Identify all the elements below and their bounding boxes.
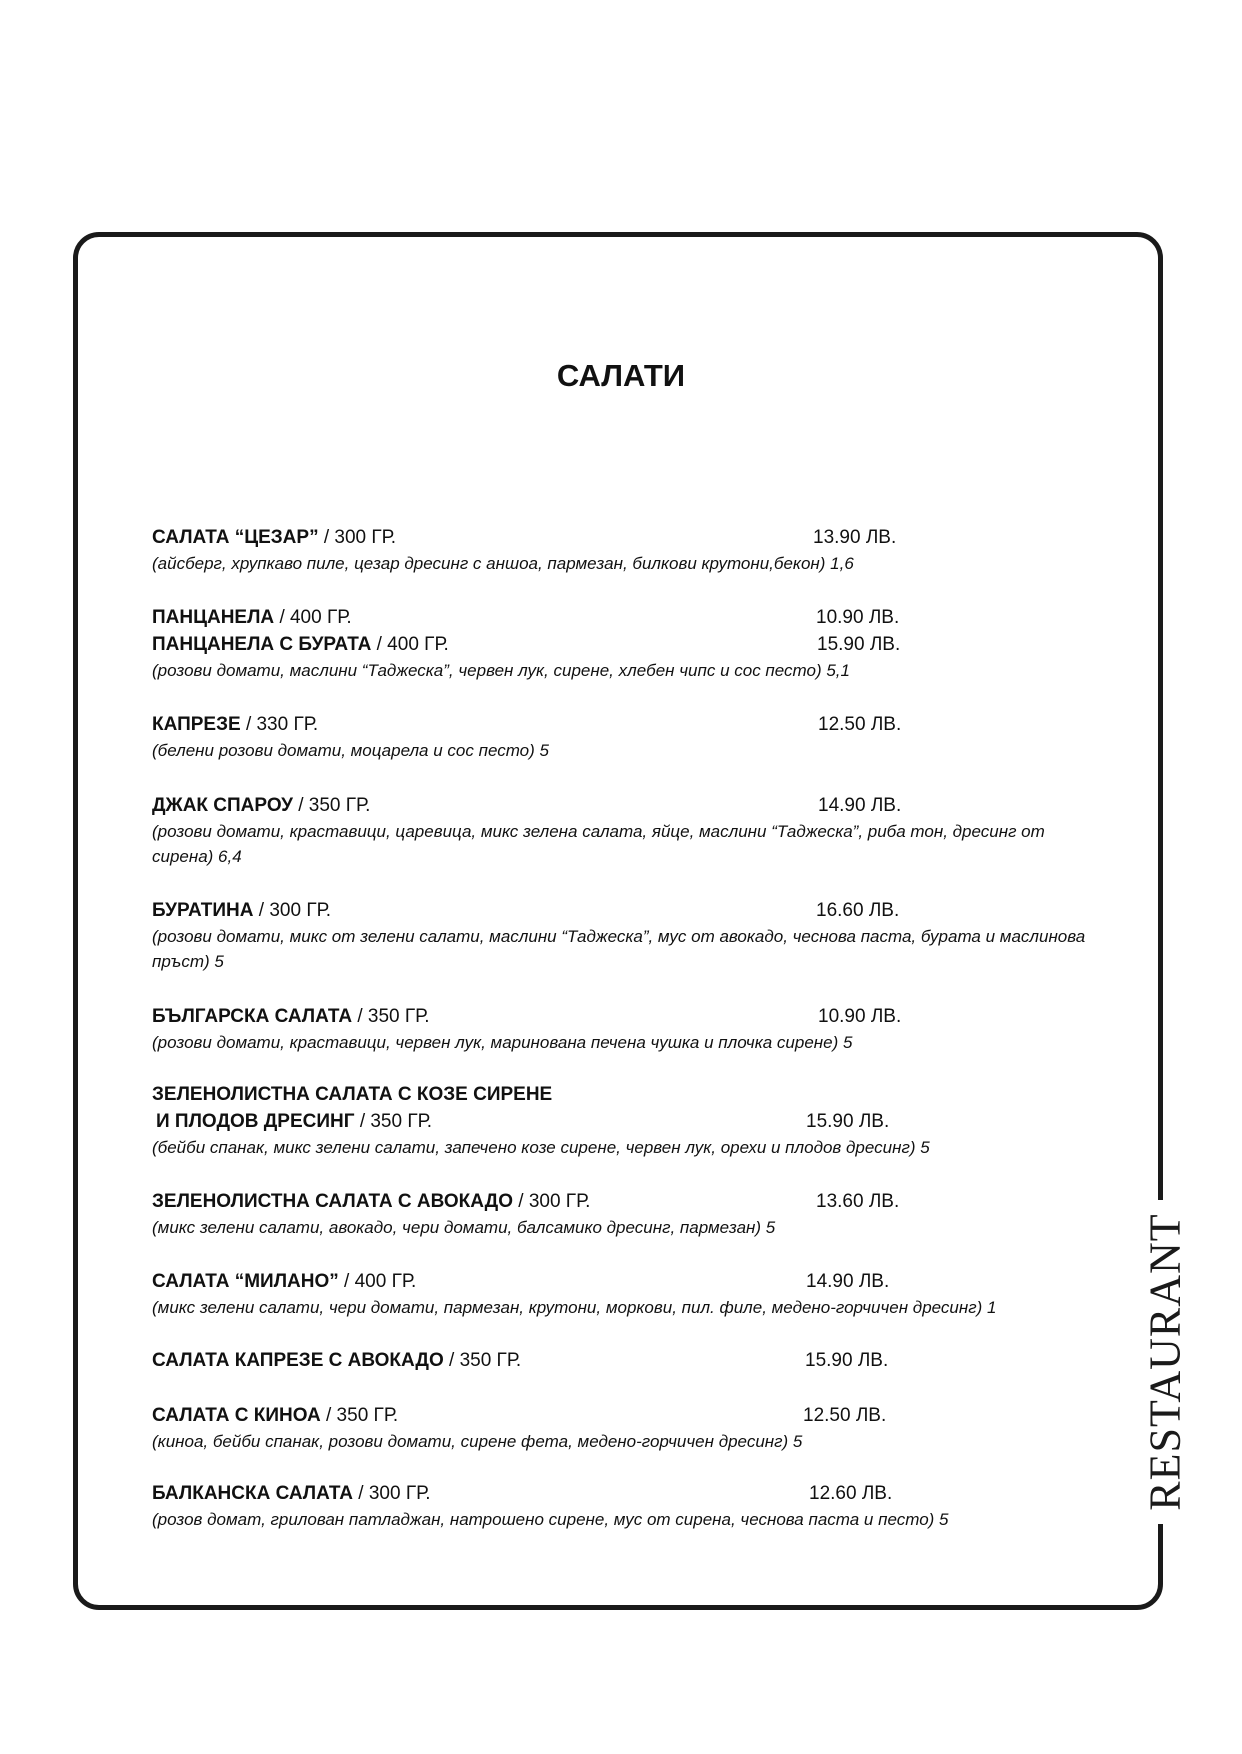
item-price: 12.60 ЛВ. <box>809 1483 893 1504</box>
item-weight: / 350 ГР. <box>326 1405 399 1426</box>
menu-item-caesar <box>152 524 1092 576</box>
item-weight: / 330 ГР. <box>245 714 319 735</box>
item-description: (розови домати, микс от зелени салати, маслини “Таджеска”, мус от авокадо, чеснова паста, бурата и маслинова пръст) 5 <box>152 927 1086 971</box>
item-description: (киноа, бейби спанак, розови домати, сирене фета, медено-горчичен дресинг) 5 <box>152 1432 803 1451</box>
page-title: САЛАТИ <box>556 358 686 393</box>
item-description: (микс зелени салати, авокадо, чери домати, балсамико дресинг, пармезан) 5 <box>152 1218 776 1237</box>
menu-item-caprese <box>152 711 1092 763</box>
item-name: ПАНЦАНЕЛА <box>152 607 275 628</box>
item-description: (розов домат, грилован патладжан, натрошено сирене, мус от сирена, чеснова паста и песто) 5 <box>152 1510 949 1529</box>
item-name: САЛАТА КАПРЕЗЕ С АВОКАДО <box>152 1350 444 1371</box>
item-price: 12.50 ЛВ. <box>818 714 902 735</box>
item-description: (белени розови домати, моцарела и сос песто) 5 <box>152 741 549 760</box>
item-description: (розови домати, краставици, червен лук, маринована печена чушка и плочка сирене) 5 <box>152 1033 853 1052</box>
item-name: БЪЛГАРСКА САЛАТА <box>152 1006 353 1027</box>
item-name: БУРАТИНА <box>152 900 254 921</box>
item-name: САЛАТА “МИЛАНО” <box>152 1271 339 1292</box>
item-weight: / 350 ГР. <box>357 1006 430 1027</box>
item-price: 13.90 ЛВ. <box>813 527 897 548</box>
item-price: 14.90 ЛВ. <box>818 795 902 816</box>
item-weight-burrata: / 400 ГР. <box>376 634 449 655</box>
menu-item-milano <box>152 1268 1092 1320</box>
restaurant-side-label: RESTAURANT <box>1140 1213 1190 1511</box>
menu-item-panzanella <box>152 604 1092 683</box>
menu-item-bulgarian <box>152 1003 1092 1055</box>
menu-item-balkan <box>152 1480 1092 1532</box>
item-weight: / 300 ГР. <box>258 900 331 921</box>
item-price: 15.90 ЛВ. <box>806 1111 890 1132</box>
item-name: ЗЕЛЕНОЛИСТНА САЛАТА С АВОКАДО <box>152 1191 513 1212</box>
item-name-line1: ЗЕЛЕНОЛИСТНА САЛАТА С КОЗЕ СИРЕНЕ <box>152 1084 553 1105</box>
item-name: САЛАТА “ЦЕЗАР” <box>152 527 319 548</box>
menu-item-avocado-green <box>152 1188 1092 1240</box>
item-price: 15.90 ЛВ. <box>805 1350 889 1371</box>
item-price: 10.90 ЛВ. <box>818 1006 902 1027</box>
item-description: (бейби спанак, микс зелени салати, запечено козе сирене, червен лук, орехи и плодов дресинг) 5 <box>152 1138 930 1157</box>
item-price: 10.90 ЛВ. <box>816 607 900 628</box>
item-weight: / 400 ГР. <box>279 607 352 628</box>
item-description: (айсберг, хрупкаво пиле, цезар дресинг с аншоа, пармезан, билкови крутони,бекон) 1,6 <box>152 554 854 573</box>
item-name-line2: И ПЛОДОВ ДРЕСИНГ <box>156 1111 355 1132</box>
item-description: (розови домати, краставици, царевица, микс зелена салата, яйце, маслини “Таджеска”, риба тон, дресинг от сирена) 6,4 <box>152 822 1045 866</box>
item-name: БАЛКАНСКА САЛАТА <box>152 1483 354 1504</box>
item-name: САЛАТА С КИНОА <box>152 1405 321 1426</box>
menu-item-buratina <box>152 897 1092 974</box>
item-price: 12.50 ЛВ. <box>803 1405 887 1426</box>
menu-item-jack-sparrow <box>152 792 1092 869</box>
item-name: ДЖАК СПАРОУ <box>152 795 293 816</box>
item-price: 13.60 ЛВ. <box>816 1191 900 1212</box>
item-price-burrata: 15.90 ЛВ. <box>817 634 901 655</box>
item-description: (розови домати, маслини “Таджеска”, червен лук, сирене, хлебен чипс и сос песто) 5,1 <box>152 661 850 680</box>
item-name: КАПРЕЗЕ <box>152 714 241 735</box>
item-weight: / 350 ГР. <box>298 795 371 816</box>
item-description: (микс зелени салати, чери домати, пармезан, крутони, моркови, пил. филе, медено-горчичен дресинг) 1 <box>152 1298 997 1317</box>
item-weight: / 350 ГР. <box>449 1350 522 1371</box>
menu-item-goat-cheese <box>152 1081 1092 1160</box>
item-name-burrata: ПАНЦАНЕЛА С БУРАТА <box>152 634 372 655</box>
item-price: 14.90 ЛВ. <box>806 1271 890 1292</box>
item-weight: / 300 ГР. <box>358 1483 431 1504</box>
menu-item-caprese-avocado <box>152 1347 1092 1374</box>
item-weight: / 300 ГР. <box>518 1191 591 1212</box>
item-weight: / 400 ГР. <box>344 1271 417 1292</box>
item-price: 16.60 ЛВ. <box>816 900 900 921</box>
menu-item-quinoa <box>152 1402 1092 1454</box>
item-weight: / 300 ГР. <box>323 527 397 548</box>
item-weight: / 350 ГР. <box>359 1111 432 1132</box>
